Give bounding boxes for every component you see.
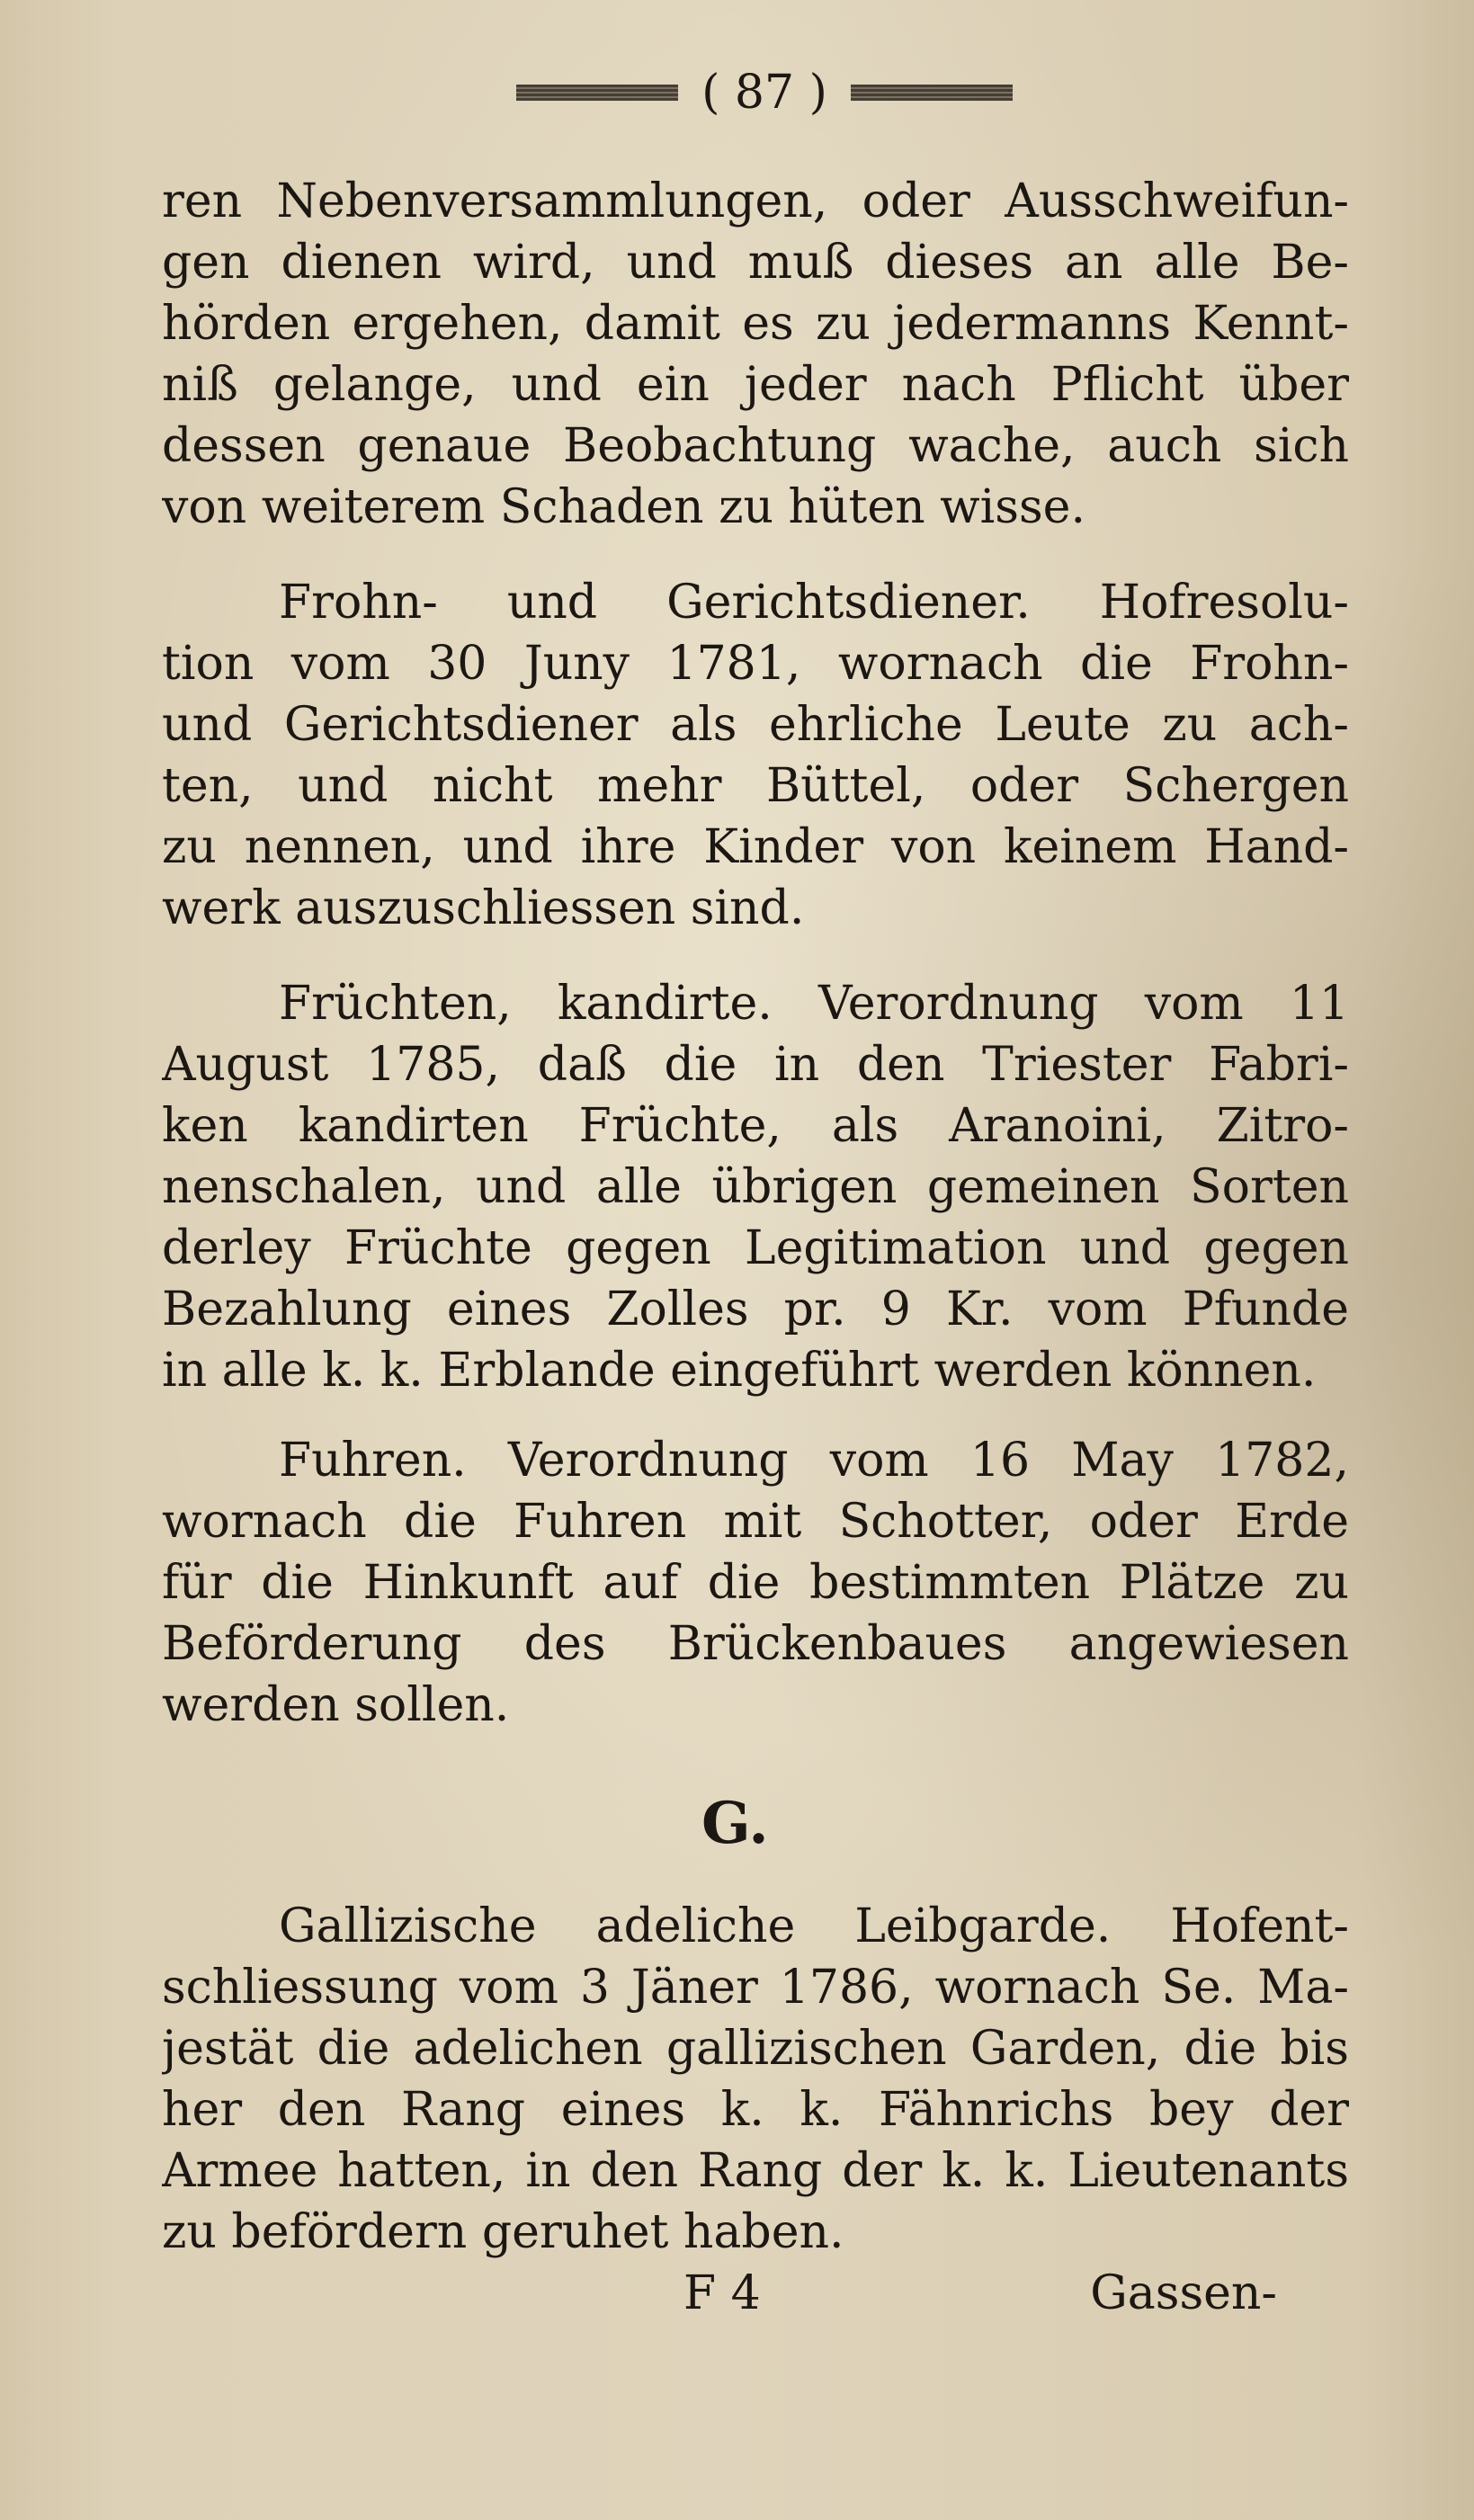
text-line: Fuhren. Verordnung vom 16 May 1782, bbox=[279, 1434, 1349, 1488]
text-line: ken kandirten Früchte, als Aranoini, Zitro- bbox=[162, 1099, 1349, 1153]
text-line: zu befördern geruhet haben. bbox=[162, 2205, 844, 2259]
text-line: tion vom 30 Juny 1781, wornach die Frohn- bbox=[162, 637, 1349, 691]
page-header bbox=[477, 61, 1052, 124]
text-line: werden sollen. bbox=[162, 1678, 510, 1732]
paragraph-fruechten bbox=[162, 973, 1349, 1401]
section-heading-g: G. bbox=[701, 1790, 769, 1857]
text-line: Bezahlung eines Zolles pr. 9 Kr. vom Pfunde bbox=[162, 1282, 1349, 1336]
text-line: dessen genaue Beobachtung wache, auch sich bbox=[162, 419, 1349, 473]
text-line: in alle k. k. Erblande eingeführt werden können. bbox=[162, 1344, 1317, 1398]
header-rule-right bbox=[851, 85, 1013, 101]
text-line: her den Rang eines k. k. Fähnrichs bey der bbox=[162, 2083, 1349, 2137]
signature-mark: F 4 bbox=[683, 2266, 761, 2320]
paragraph-fuhren bbox=[162, 1430, 1349, 1736]
header-rule-left bbox=[516, 85, 678, 101]
text-line: schliessung vom 3 Jäner 1786, wornach Se. Ma- bbox=[162, 1961, 1349, 2015]
page-number: ( 87 ) bbox=[701, 66, 827, 120]
text-line: Gallizische adeliche Leibgarde. Hofent- bbox=[279, 1899, 1349, 1953]
text-line: niß gelange, und ein jeder nach Pflicht über bbox=[162, 358, 1349, 412]
text-line: werk auszuschliessen sind. bbox=[162, 881, 805, 935]
text-line: Beförderung des Brückenbaues angewiesen bbox=[162, 1617, 1349, 1671]
text-line: hörden ergehen, damit es zu jedermanns Kennt- bbox=[162, 297, 1349, 351]
text-line: jestät die adelichen gallizischen Garden, die bis bbox=[162, 2022, 1349, 2076]
text-line: für die Hinkunft auf die bestimmten Plätze zu bbox=[162, 1556, 1349, 1610]
text-line: gen dienen wird, und muß dieses an alle Be- bbox=[162, 236, 1349, 290]
text-line: nenschalen, und alle übrigen gemeinen Sorten bbox=[162, 1160, 1349, 1214]
text-line: zu nennen, und ihre Kinder von keinem Hand- bbox=[162, 820, 1349, 874]
text-line: wornach die Fuhren mit Schotter, oder Erde bbox=[162, 1495, 1349, 1549]
paragraph-1 bbox=[162, 171, 1349, 538]
paragraph-gallizische bbox=[162, 1896, 1349, 2263]
text-line: und Gerichtsdiener als ehrliche Leute zu ach- bbox=[162, 698, 1349, 752]
page-footer bbox=[683, 2266, 1277, 2320]
text-line: Armee hatten, in den Rang der k. k. Lieutenants bbox=[162, 2144, 1349, 2198]
text-line: August 1785, daß die in den Triester Fabri- bbox=[162, 1038, 1349, 1092]
text-line: von weiterem Schaden zu hüten wisse. bbox=[162, 480, 1085, 534]
text-line: Frohn- und Gerichtsdiener. Hofresolu- bbox=[279, 576, 1349, 630]
paragraph-frohn bbox=[162, 572, 1349, 939]
text-line: ren Nebenversammlungen, oder Ausschweifun- bbox=[162, 174, 1349, 228]
text-line: ten, und nicht mehr Büttel, oder Schergen bbox=[162, 759, 1349, 813]
catchword: Gassen- bbox=[1090, 2266, 1277, 2320]
text-line: derley Früchte gegen Legitimation und gegen bbox=[162, 1221, 1349, 1275]
text-line: Früchten, kandirte. Verordnung vom 11 bbox=[279, 977, 1349, 1031]
